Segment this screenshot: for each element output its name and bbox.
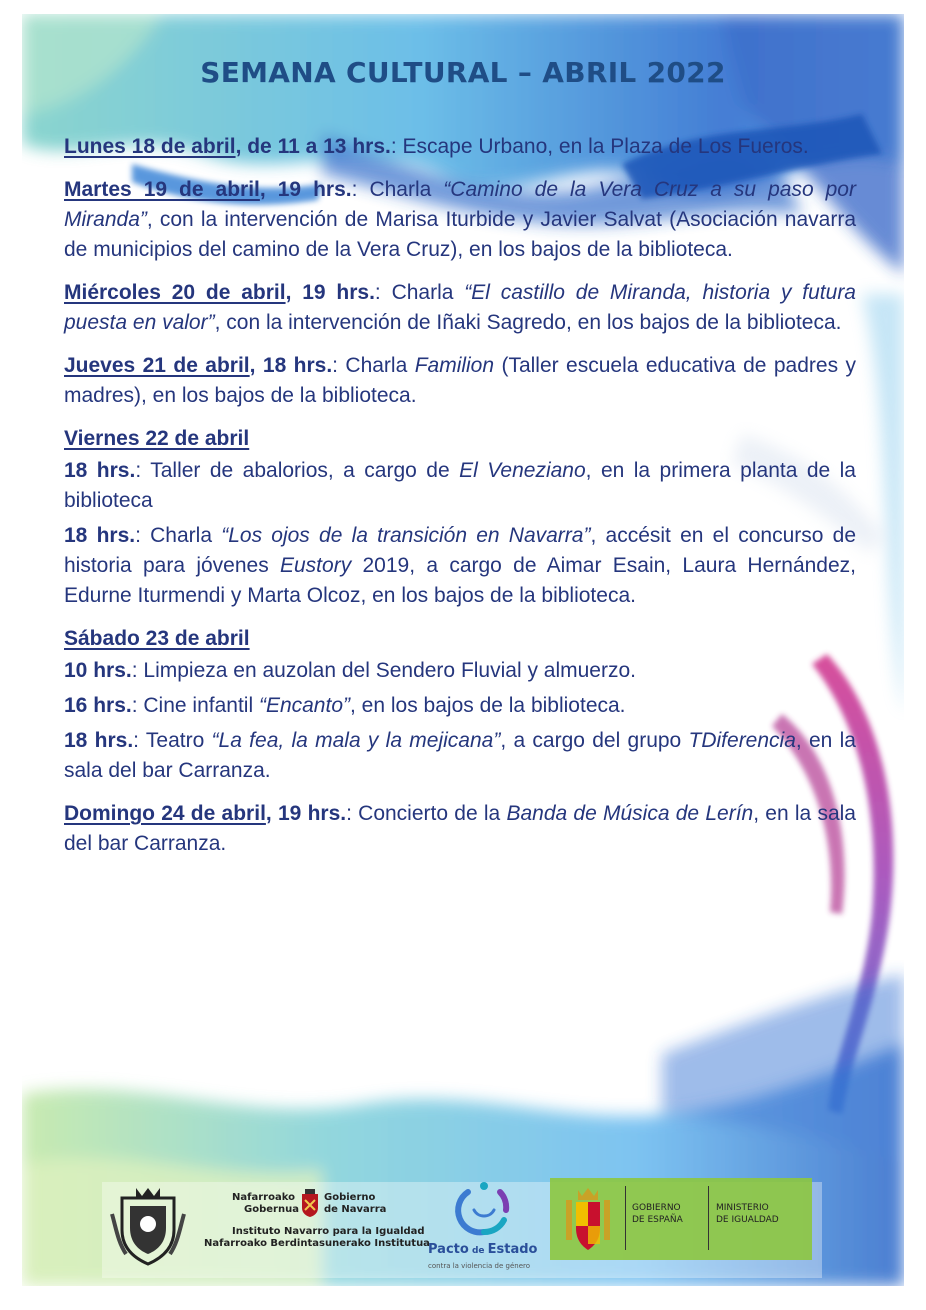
event-lunes <box>64 132 856 162</box>
event-time: 16 hrs. <box>64 694 132 717</box>
navarra-line1b: Gobierno <box>324 1192 376 1203</box>
day-header-sabado: Sábado 23 de abril <box>64 627 250 650</box>
pacto-estado: Estado <box>487 1242 538 1257</box>
event-talk-title: “Camino de la Vera Cruz a su paso por Miranda” <box>64 178 856 231</box>
event-organizer: El Veneziano <box>459 459 586 482</box>
event-description: : Charla <box>374 281 465 304</box>
ministerio-divider <box>708 1186 709 1250</box>
event-description: , con la intervención de Marisa Iturbide y Javier Salvat (Asociación navarra de municipios del camino de la Vera Cruz), en los bajos de la biblioteca. <box>64 208 856 261</box>
event-description: 2019, a cargo de Aimar Esain, Laura Hernández, Edurne Iturmendi y Marta Olcoz, en los bajos de la biblioteca. <box>64 554 856 607</box>
event-time: , de 11 a 13 hrs. <box>235 135 391 158</box>
event-play-title: “La fea, la mala y la mejicana” <box>211 729 501 752</box>
pacto-word: Pacto <box>428 1242 469 1257</box>
event-date: Jueves 21 de abril <box>64 354 250 377</box>
event-date: Domingo 24 de abril <box>64 802 266 825</box>
navarra-line1a: Nafarroako <box>232 1192 295 1203</box>
navarra-line2b: de Navarra <box>324 1204 387 1215</box>
event-sabado-3 <box>64 726 856 786</box>
event-description: : Taller de abalorios, a cargo de <box>135 459 460 482</box>
poster <box>22 14 904 1286</box>
gobierno-line2: DE ESPAÑA <box>632 1215 683 1225</box>
event-viernes-1 <box>64 456 856 516</box>
event-time: , 19 hrs. <box>285 281 375 304</box>
pacto-title <box>428 1244 537 1257</box>
navarra-shield-icon <box>301 1188 319 1218</box>
event-group-name: TDiferencia <box>688 729 796 752</box>
event-talk-title: “El castillo de Miranda, historia y futura puesta en valor” <box>64 281 856 334</box>
page-title: SEMANA CULTURAL – ABRIL 2022 <box>200 56 726 89</box>
ministerio-line2: DE IGUALDAD <box>716 1215 779 1225</box>
event-description: : Charla <box>135 524 222 547</box>
event-viernes-2 <box>64 521 856 611</box>
event-talk-title: “Los ojos de la transición en Navarra” <box>221 524 591 547</box>
event-miercoles <box>64 278 856 338</box>
event-jueves <box>64 351 856 411</box>
event-martes <box>64 175 856 265</box>
event-description: : Escape Urbano, en la Plaza de Los Fueros. <box>390 135 809 158</box>
event-description: , en la sala del bar Carranza. <box>64 802 856 855</box>
sponsor-logos <box>22 1174 904 1274</box>
event-description: , a cargo del grupo <box>500 729 689 752</box>
event-film-title: “Encanto” <box>258 694 350 717</box>
gobierno-line1: GOBIERNO <box>632 1203 681 1213</box>
event-time: 18 hrs. <box>64 729 134 752</box>
navarra-institute-es: Instituto Navarro para la Igualdad <box>232 1226 425 1237</box>
ministerio-line1: MINISTERIO <box>716 1203 769 1213</box>
event-description: , con la intervención de Iñaki Sagredo, en los bajos de la biblioteca. <box>214 311 842 334</box>
spain-coat-of-arms-icon <box>560 1182 616 1256</box>
municipal-coat-of-arms-icon <box>108 1184 188 1266</box>
event-time: 10 hrs. <box>64 659 132 682</box>
event-date: Miércoles 20 de abril <box>64 281 286 304</box>
event-description: , accésit en el concurso de historia para jóvenes <box>64 524 856 577</box>
event-description: : Limpieza en auzolan del Sendero Fluvial y almuerzo. <box>131 659 636 682</box>
event-time: , 19 hrs. <box>265 802 347 825</box>
event-sabado-1 <box>64 656 856 686</box>
pacto-de: de <box>468 1246 488 1256</box>
pacto-subtitle: contra la violencia de género <box>428 1262 531 1270</box>
event-date: Martes 19 de abril <box>64 178 260 201</box>
event-domingo <box>64 799 856 859</box>
event-contest-name: Eustory <box>280 554 352 577</box>
event-band-name: Banda de Música de Lerín <box>506 802 754 825</box>
event-talk-title: Familion <box>414 354 495 377</box>
event-sabado-2 <box>64 691 856 721</box>
event-description: : Teatro <box>133 729 212 752</box>
event-time: 18 hrs. <box>64 524 136 547</box>
event-date: Lunes 18 de abril <box>64 135 236 158</box>
day-header-viernes: Viernes 22 de abril <box>64 427 250 450</box>
event-description: , en la sala del bar Carranza. <box>64 729 856 782</box>
pacto-de-estado-logo-icon <box>452 1180 516 1238</box>
event-description: (Taller escuela educativa de padres y madres), en los bajos de la biblioteca. <box>64 354 856 407</box>
event-description: , en los bajos de la biblioteca. <box>350 694 626 717</box>
event-time: , 19 hrs. <box>259 178 352 201</box>
event-description: , en la primera planta de la biblioteca <box>64 459 856 512</box>
event-description: : Concierto de la <box>346 802 507 825</box>
navarra-line2a: Gobernua <box>244 1204 299 1215</box>
event-time: , 18 hrs. <box>249 354 333 377</box>
navarra-institute-eu: Nafarroako Berdintasunerako Institutua <box>204 1238 430 1249</box>
event-list <box>64 132 856 872</box>
event-time: 18 hrs. <box>64 459 136 482</box>
event-description: : Charla <box>351 178 444 201</box>
gobierno-divider <box>625 1186 626 1250</box>
event-description: : Cine infantil <box>131 694 259 717</box>
event-description: : Charla <box>332 354 415 377</box>
